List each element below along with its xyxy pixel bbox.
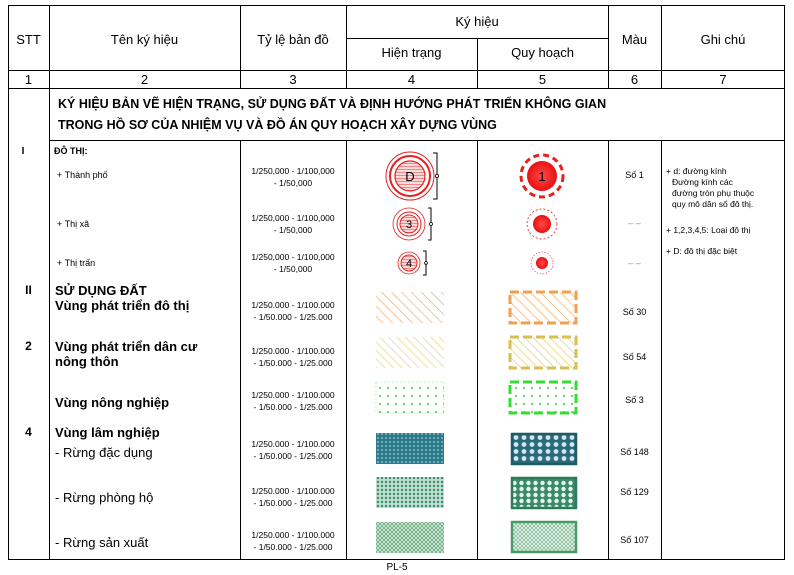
- land-row-6-name: - Rừng sản xuất: [55, 535, 149, 550]
- section-title-line-2: TRONG HỒ SƠ CỦA NHIỆM VỤ VÀ ĐỒ ÁN QUY HOẠCH XÂY DỰNG VÙNG: [58, 118, 497, 132]
- land-row-5-color: Số 129: [620, 487, 649, 497]
- land-row-4-scale-1: 1/250.000 - 1/100.000: [251, 439, 335, 449]
- land-row-5-name: - Rừng phòng hộ: [55, 490, 154, 505]
- land-row-2-scale-1: 1/250.000 - 1/100.000: [251, 346, 335, 356]
- urban-dev-planning-swatch: [510, 292, 576, 323]
- city-name: + Thành phố: [57, 170, 108, 180]
- col-num-6: 6: [630, 72, 639, 87]
- note-6: + D: đô thị đặc biệt: [666, 246, 738, 256]
- town-scale-2: - 1/50,000: [273, 225, 313, 235]
- land-row-4-name-2: - Rừng đặc dụng: [55, 445, 153, 460]
- land-row-5-scale-2: - 1/50.000 - 1/25.000: [253, 498, 333, 508]
- note-3: đường tròn phụ thuộc: [672, 188, 755, 198]
- city-current-label: D: [405, 169, 415, 184]
- protection-forest-current-swatch: [376, 477, 444, 508]
- production-forest-planning-swatch: [512, 522, 576, 552]
- col-num-7: 7: [719, 72, 727, 87]
- special-forest-planning-swatch: [512, 434, 576, 464]
- land-row-3-color: Số 3: [625, 395, 644, 405]
- township-scale-1: 1/250,000 - 1/100,000: [251, 252, 335, 262]
- town-current-label: 3: [405, 219, 413, 231]
- page-number: PL-5: [386, 562, 408, 573]
- city-scale-2: - 1/50,000: [273, 178, 313, 188]
- land-row-2-name-2: nông thôn: [55, 354, 119, 369]
- land-row-1-scale-2: - 1/50.000 - 1/25.000: [253, 312, 333, 322]
- section-2-heading: SỬ DỤNG ĐẤT: [55, 283, 147, 298]
- note-4: quy mô dân số đô thị.: [672, 199, 754, 209]
- urban-dev-current-swatch: [376, 292, 444, 323]
- land-row-2-number: 2: [25, 339, 32, 353]
- land-row-2-scale-2: - 1/50.000 - 1/25.000: [253, 358, 333, 368]
- town-name: + Thị xã: [57, 219, 90, 229]
- land-row-1-scale-1: 1/250.000 - 1/100.000: [251, 300, 335, 310]
- note-2: Đường kính các: [672, 177, 733, 187]
- header-note: Ghi chú: [700, 32, 746, 47]
- township-name: + Thị trấn: [57, 258, 96, 268]
- header-symbol: Ký hiệu: [455, 14, 499, 29]
- land-row-1-color: Số 30: [622, 307, 647, 317]
- township-scale-2: - 1/50,000: [273, 264, 313, 274]
- land-row-4-number: 4: [25, 425, 32, 439]
- special-forest-current-swatch: [376, 433, 444, 464]
- town-color: – –: [628, 218, 641, 228]
- header-name: Tên ký hiệu: [110, 32, 179, 47]
- section-title-line-1: KÝ HIỆU BẢN VẼ HIỆN TRẠNG, SỬ DỤNG ĐẤT VÀ ĐỊNH HƯỚNG PHÁT TRIỂN KHÔNG GIAN: [58, 97, 607, 111]
- land-row-5-scale-1: 1/250.000 - 1/100.000: [251, 486, 335, 496]
- header-current: Hiện trạng: [381, 45, 442, 60]
- city-planning-label: 1: [538, 169, 546, 184]
- land-row-2-color: Số 54: [622, 352, 647, 362]
- col-num-5: 5: [538, 72, 547, 87]
- land-row-3-scale-1: 1/250.000 - 1/100.000: [251, 390, 335, 400]
- agri-planning-swatch: [510, 382, 576, 413]
- header-scale: Tỷ lệ bản đồ: [257, 32, 329, 47]
- land-row-4-scale-2: - 1/50.000 - 1/25.000: [253, 451, 333, 461]
- land-row-6-scale-2: - 1/50.000 - 1/25.000: [253, 542, 333, 552]
- city-color: Số 1: [625, 170, 644, 180]
- agri-current-swatch: [376, 382, 444, 413]
- township-current-label: 4: [405, 258, 413, 270]
- col-num-2: 2: [140, 72, 149, 87]
- protection-forest-planning-swatch: [512, 478, 576, 508]
- header-planning: Quy hoạch: [511, 45, 574, 60]
- note-5: + 1,2,3,4,5: Loại đô thị: [666, 225, 751, 235]
- rural-dev-current-swatch: [376, 337, 444, 368]
- land-row-1-name: Vùng phát triển đô thị: [55, 298, 190, 313]
- rural-dev-planning-swatch: [510, 337, 576, 368]
- town-scale-1: 1/250,000 - 1/100,000: [251, 213, 335, 223]
- note-1: + d: đường kính: [666, 166, 727, 176]
- header-color: Màu: [621, 32, 648, 47]
- land-row-6-scale-1: 1/250.000 - 1/100.000: [251, 530, 335, 540]
- township-color: – –: [628, 258, 641, 268]
- land-row-6-color: Số 107: [620, 535, 649, 545]
- land-row-4-color: Số 148: [620, 447, 649, 457]
- section-1-number: I: [21, 146, 25, 157]
- col-num-3: 3: [289, 72, 297, 87]
- city-scale-1: 1/250,000 - 1/100,000: [251, 166, 335, 176]
- land-row-3-name: Vùng nông nghiệp: [55, 395, 170, 410]
- header-stt: STT: [16, 32, 41, 47]
- land-row-2-name-1: Vùng phát triển dân cư: [55, 339, 198, 354]
- section-1-heading: ĐÔ THỊ:: [54, 146, 88, 156]
- section-2-number: II: [25, 283, 32, 297]
- production-forest-current-swatch: [376, 522, 444, 553]
- land-row-3-scale-2: - 1/50.000 - 1/25.000: [253, 402, 333, 412]
- col-num-4: 4: [407, 72, 416, 87]
- land-row-4-name-1: Vùng lâm nghiệp: [55, 425, 160, 440]
- col-num-1: 1: [24, 72, 33, 87]
